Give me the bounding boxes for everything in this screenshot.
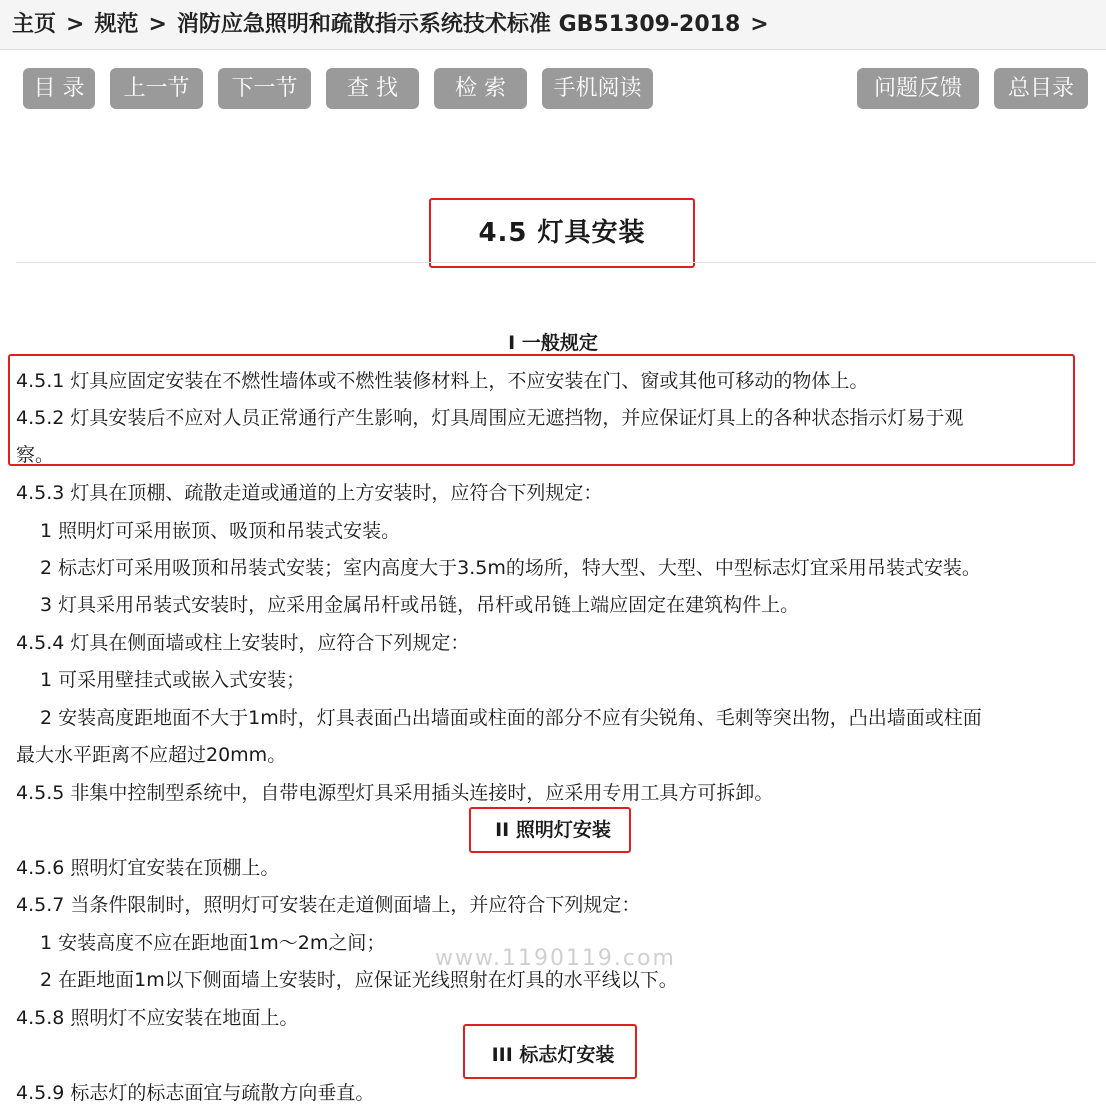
breadcrumb-separator: >	[148, 12, 167, 37]
title-divider	[16, 262, 1096, 263]
breadcrumb-separator: >	[750, 12, 769, 37]
master-toc-button[interactable]: 总目录	[994, 68, 1088, 109]
find-button[interactable]: 查 找	[326, 68, 419, 109]
clause-4-5-9: 4.5.9 标志灯的标志面宜与疏散方向垂直。	[16, 1082, 375, 1104]
feedback-button[interactable]: 问题反馈	[857, 68, 979, 109]
toc-button[interactable]: 目 录	[23, 68, 95, 109]
clause-4-5-4-item-1: 1 可采用壁挂式或嵌入式安装；	[40, 669, 306, 691]
clause-4-5-2: 4.5.2 灯具安装后不应对人员正常通行产生影响，灯具周围应无遮挡物，并应保证灯具上的各种状态指示灯易于观	[16, 407, 964, 429]
clause-4-5-8: 4.5.8 照明灯不应安装在地面上。	[16, 1007, 299, 1029]
clause-4-5-4: 4.5.4 灯具在侧面墙或柱上安装时，应符合下列规定：	[16, 632, 470, 654]
clause-4-5-4-item-2: 2 安装高度距地面不大于1m时，灯具表面凸出墙面或柱面的部分不应有尖锐角、毛刺等突出物，凸出墙面或柱面	[40, 707, 982, 729]
clause-4-5-2-continued: 察。	[16, 444, 55, 466]
prev-section-button[interactable]: 上一节	[110, 68, 203, 109]
clause-4-5-1: 4.5.1 灯具应固定安装在不燃性墙体或不燃性装修材料上，不应安装在门、窗或其他可移动的物体上。	[16, 370, 869, 392]
clause-4-5-3-item-3: 3 灯具采用吊装式安装时，应采用金属吊杆或吊链，吊杆或吊链上端应固定在建筑构件上。	[40, 594, 800, 616]
heading-general-provisions: I 一般规定	[508, 332, 598, 354]
search-button[interactable]: 检 索	[434, 68, 527, 109]
heading-lighting-installation: II 照明灯安装	[495, 819, 611, 841]
clause-4-5-3-item-2: 2 标志灯可采用吸顶和吊装式安装；室内高度大于3.5m的场所，特大型、大型、中型标志灯宜采用吊装式安装。	[40, 557, 981, 579]
next-section-button[interactable]: 下一节	[218, 68, 311, 109]
clause-4-5-4-item-2-continued: 最大水平距离不应超过20mm。	[16, 744, 287, 766]
breadcrumb-current-standard[interactable]: 消防应急照明和疏散指示系统技术标准 GB51309-2018	[176, 12, 741, 37]
breadcrumb-home-link[interactable]: 主页	[12, 12, 57, 37]
heading-sign-light-installation: III 标志灯安装	[491, 1044, 615, 1066]
watermark: www.1190119.com	[435, 946, 676, 971]
clause-4-5-6: 4.5.6 照明灯宜安装在顶棚上。	[16, 857, 280, 879]
clause-4-5-7-item-2: 2 在距地面1m以下侧面墙上安装时，应保证光线照射在灯具的水平线以下。	[40, 969, 678, 991]
clause-4-5-7-item-1: 1 安装高度不应在距地面1m～2m之间；	[40, 932, 386, 954]
breadcrumb-separator: >	[66, 12, 85, 37]
clause-4-5-5: 4.5.5 非集中控制型系统中，自带电源型灯具采用插头连接时，应采用专用工具方可拆卸。	[16, 782, 774, 804]
section-title: 4.5 灯具安装	[429, 198, 695, 268]
breadcrumb-spec-link[interactable]: 规范	[94, 12, 139, 37]
clause-4-5-3-item-1: 1 照明灯可采用嵌顶、吸顶和吊装式安装。	[40, 520, 401, 542]
mobile-reading-button[interactable]: 手机阅读	[542, 68, 653, 109]
clause-4-5-7: 4.5.7 当条件限制时，照明灯可安装在走道侧面墙上，并应符合下列规定：	[16, 894, 641, 916]
breadcrumb	[0, 0, 1106, 50]
clause-4-5-3: 4.5.3 灯具在顶棚、疏散走道或通道的上方安装时，应符合下列规定：	[16, 482, 603, 504]
